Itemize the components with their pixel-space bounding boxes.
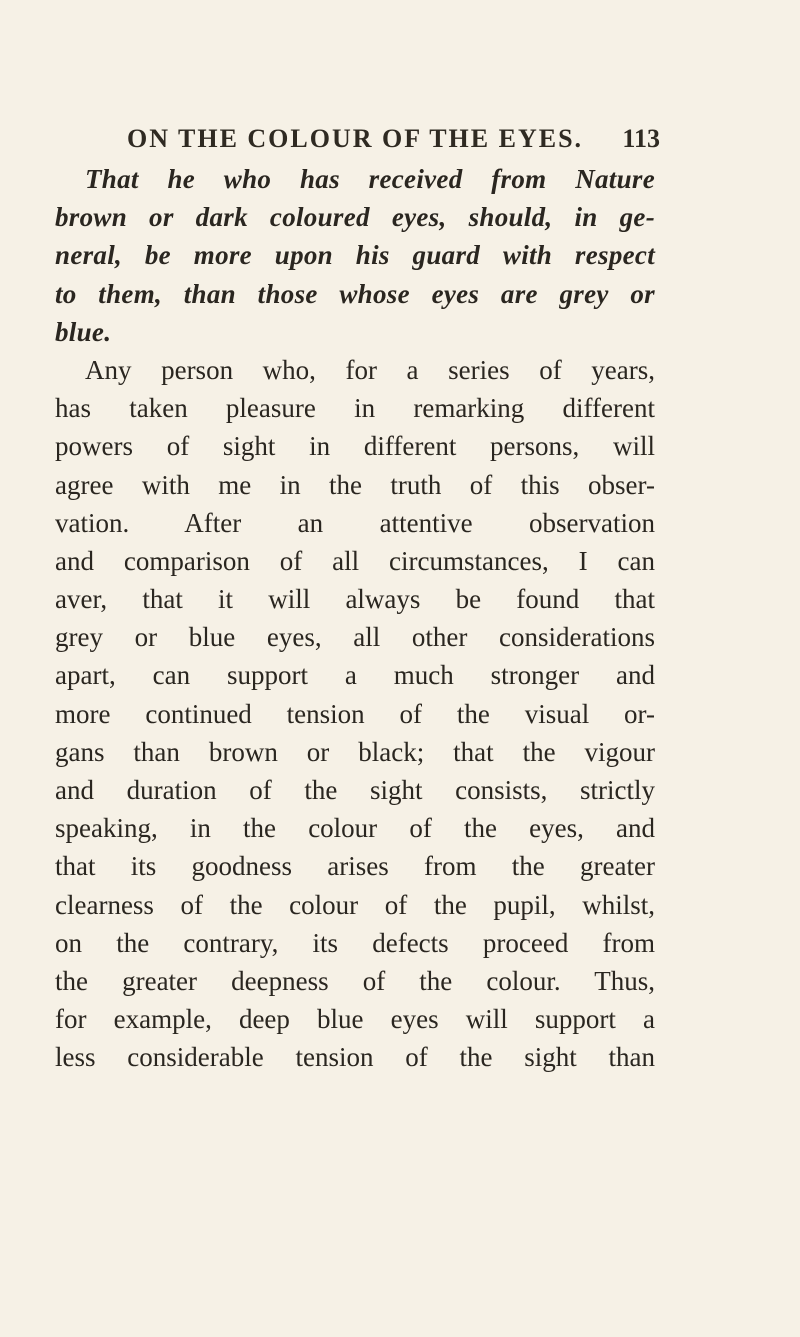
- text-line: to them, than those whose eyes are grey or: [55, 278, 655, 309]
- text-line: gans than brown or black; that the vigour: [55, 736, 655, 767]
- text-line: clearness of the colour of the pupil, whilst,: [55, 889, 655, 920]
- text-line: powers of sight in different persons, will: [55, 431, 655, 462]
- text-line: less considerable tension of the sight than: [55, 1042, 655, 1073]
- text-line: That he who has received from Nature: [85, 164, 655, 194]
- page-header: [120, 124, 660, 160]
- text-line: neral, be more upon his guard with respect: [55, 240, 655, 271]
- text-line: apart, can support a much stronger and: [55, 660, 655, 691]
- text-line: blue.: [55, 316, 112, 347]
- text-line: on the contrary, its defects proceed from: [55, 927, 655, 958]
- body-text: [55, 160, 655, 1077]
- text-line: grey or blue eyes, all other considerations: [55, 622, 655, 653]
- text-line: and duration of the sight consists, strictly: [55, 775, 655, 805]
- text-line: that its goodness arises from the greater: [55, 851, 655, 882]
- running-title: ON THE COLOUR OF THE EYES.: [126, 124, 584, 153]
- text-line: the greater deepness of the colour. Thus,: [55, 965, 655, 996]
- page-number: 113: [622, 124, 660, 153]
- text-line: vation. After an attentive observation: [55, 507, 655, 538]
- text-line: agree with me in the truth of this obser-: [55, 469, 655, 500]
- text-line: speaking, in the colour of the eyes, and: [55, 813, 655, 844]
- text-line: has taken pleasure in remarking different: [55, 393, 655, 424]
- text-line: more continued tension of the visual or-: [55, 698, 655, 729]
- text-line: brown or dark coloured eyes, should, in ge-: [55, 202, 655, 233]
- text-line: Any person who, for a series of years,: [85, 354, 655, 385]
- text-line: aver, that it will always be found that: [55, 584, 655, 615]
- text-line: and comparison of all circumstances, I can: [55, 545, 655, 576]
- text-line: for example, deep blue eyes will support a: [55, 1004, 655, 1035]
